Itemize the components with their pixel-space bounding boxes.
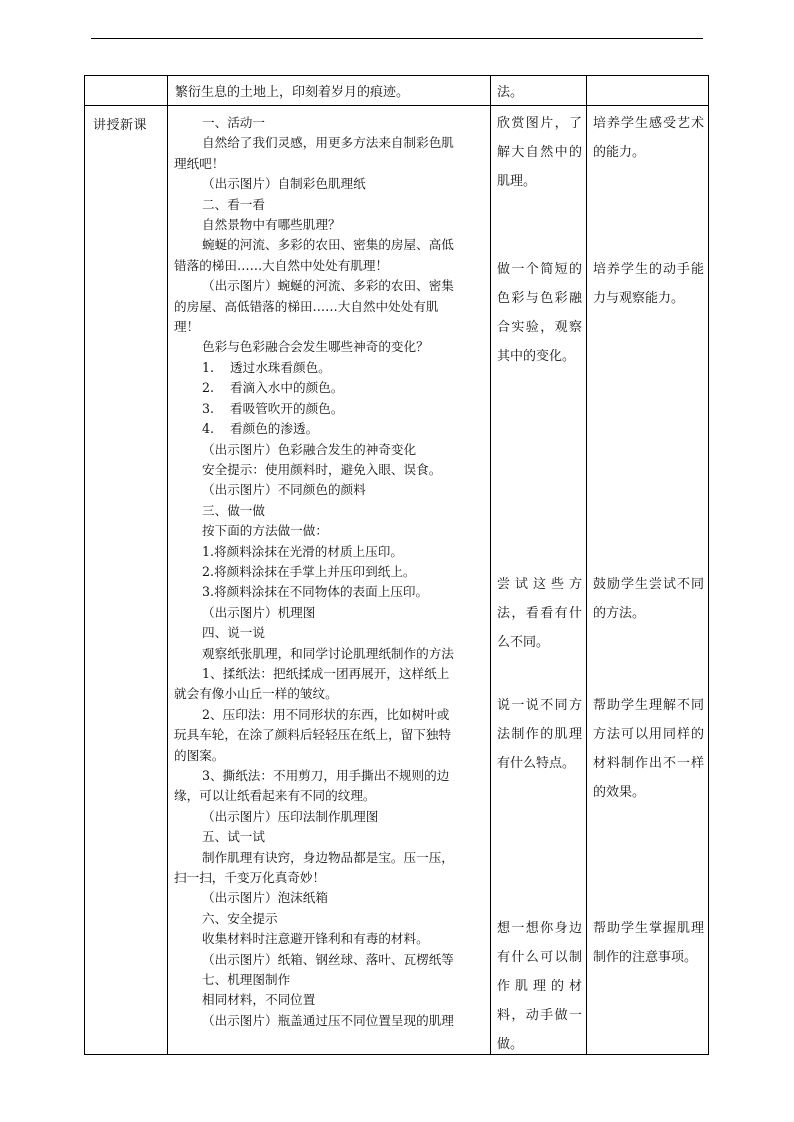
teaching-content-list (168, 106, 490, 1031)
content-line: 制作肌理有诀窍，身边物品都是宝。压一压， (202, 849, 454, 865)
content-line (174, 419, 484, 439)
content-line: （出示图片）自制彩色肌理纸 (202, 176, 366, 192)
content-line: 四、说一说 (202, 625, 265, 641)
lesson-plan-table (84, 75, 709, 1055)
content-line: 2、压印法：用不同形状的东西，比如树叶或 (202, 706, 450, 722)
teaching-row (85, 106, 709, 1055)
student-activity-3: 尝试这些方法，看看有什么不同。 (497, 577, 582, 650)
design-intent-1: 培养学生感受艺术的能力。 (593, 116, 704, 160)
content-line: 二、看一看 (202, 196, 265, 212)
content-line: （出示图片）泡沫纸箱 (202, 890, 328, 906)
student-activity-5: 想一想你身边有什么可以制作肌理的材料，动手做一做。 (497, 921, 582, 1052)
design-intent-3: 鼓励学生尝试不同的方法。 (593, 577, 704, 621)
content-line: 1、揉纸法：把纸揉成一团再展开，这样纸上 (202, 665, 450, 681)
content-line: （出示图片）色彩融合发生的神奇变化 (202, 441, 417, 457)
content-line: （出示图片）蜿蜒的河流、多彩的农田、密集 (202, 278, 454, 294)
content-line: 理！ (174, 319, 200, 335)
content-line: 3.将颜料涂抹在不同物体的表面上压印。 (202, 584, 429, 600)
teaching-content-cell (168, 106, 491, 1055)
content-line: （出示图片）压印法制作肌理图 (202, 808, 379, 824)
stage-label: 讲授新课 (93, 118, 148, 133)
content-line: 理纸吧！ (174, 155, 225, 171)
stage-cell-empty (85, 76, 168, 106)
content-line: （出示图片）纸箱、钢丝球、落叶、瓦楞纸等 (202, 951, 454, 967)
content-line: 一、活动一 (202, 115, 265, 130)
content-line: 安全提示：使用颜料时，避免入眼、误食。 (202, 461, 442, 477)
content-line: 七、机理图制作 (202, 972, 291, 988)
content-line: 缘，可以让纸看起来有不同的纹理。 (174, 788, 376, 804)
content-line: 收集材料时注意避开锋利和有毒的材料。 (202, 931, 429, 947)
content-line (174, 358, 484, 378)
content-line: 六、安全提示 (202, 910, 278, 926)
stage-cell (85, 106, 168, 1055)
content-line: 扫一扫，千变万化真奇妙！ (174, 870, 326, 886)
student-activity-2: 做一个简短的色彩与色彩融合实验，观察其中的变化。 (497, 262, 582, 364)
list-text: 看颜色的渗透。 (230, 421, 319, 437)
list-text: 看滴入水中的颜色。 (230, 380, 344, 396)
content-line: 2.将颜料涂抹在手掌上并压印到纸上。 (202, 563, 416, 579)
content-line: 相同材料，不同位置 (202, 992, 316, 1008)
content-line: （出示图片）不同颜色的颜料 (202, 482, 366, 498)
content-line: 色彩与色彩融合会发生哪些神奇的变化？ (202, 339, 429, 355)
list-number: 3. (202, 400, 215, 416)
content-line: 3、撕纸法：不用剪刀，用手撕出不规则的边 (202, 768, 450, 783)
content-line: （出示图片）瓶盖通过压不同位置呈现的肌理 (202, 1012, 454, 1028)
content-line: 蜿蜒的河流、多彩的农田、密集的房屋、高低 (202, 237, 454, 253)
header-rule (91, 38, 703, 39)
list-number: 1. (202, 359, 215, 375)
content-line (174, 378, 484, 398)
design-intent-cell (587, 106, 709, 1055)
list-number: 4. (202, 421, 215, 437)
content-line: 错落的梯田……大自然中处处有肌理！ (174, 257, 389, 273)
content-line: 就会有像小山丘一样的皱纹。 (174, 686, 338, 702)
content-line: 观察纸张肌理，和同学讨论肌理纸制作的方法 (202, 645, 454, 661)
design-intent-4: 帮助学生理解不同方法可以用同样的材料制作出不一样的效果。 (593, 698, 704, 800)
content-line: 五、试一试 (202, 829, 265, 845)
student-activity-4: 说一说不同方法制作的肌理有什么特点。 (497, 698, 582, 771)
continuation-student-activity: 法。 (491, 76, 587, 106)
student-activity-1: 欣赏图片，了解大自然中的肌理。 (497, 116, 582, 189)
content-line: 自然景物中有哪些肌理？ (202, 217, 341, 233)
content-line (174, 399, 484, 419)
student-activity-cell (491, 106, 587, 1055)
design-intent-5: 帮助学生掌握肌理制作的注意事项。 (593, 921, 704, 965)
list-number: 2. (202, 380, 215, 396)
content-line: （出示图片）机理图 (202, 604, 316, 620)
content-line: 按下面的方法做一做： (202, 523, 328, 539)
content-line: 玩具车轮，在涂了颜料后轻轻压在纸上，留下独特 (174, 727, 452, 743)
continuation-intent (587, 76, 709, 106)
content-line: 1.将颜料涂抹在光滑的材质上压印。 (202, 543, 403, 559)
content-line: 的房屋、高低错落的梯田……大自然中处处有肌 (174, 298, 439, 314)
list-text: 透过水珠看颜色。 (230, 359, 331, 375)
continuation-content: 繁衍生息的土地上，印刻着岁月的痕迹。 (168, 76, 491, 106)
content-line: 三、做一做 (202, 502, 265, 518)
continuation-row (85, 76, 709, 106)
list-text: 看吸管吹开的颜色。 (230, 400, 344, 416)
content-line: 的图案。 (174, 747, 225, 763)
design-intent-2: 培养学生的动手能力与观察能力。 (593, 262, 704, 306)
content-line: 自然给了我们灵感，用更多方法来自制彩色肌 (202, 135, 454, 151)
